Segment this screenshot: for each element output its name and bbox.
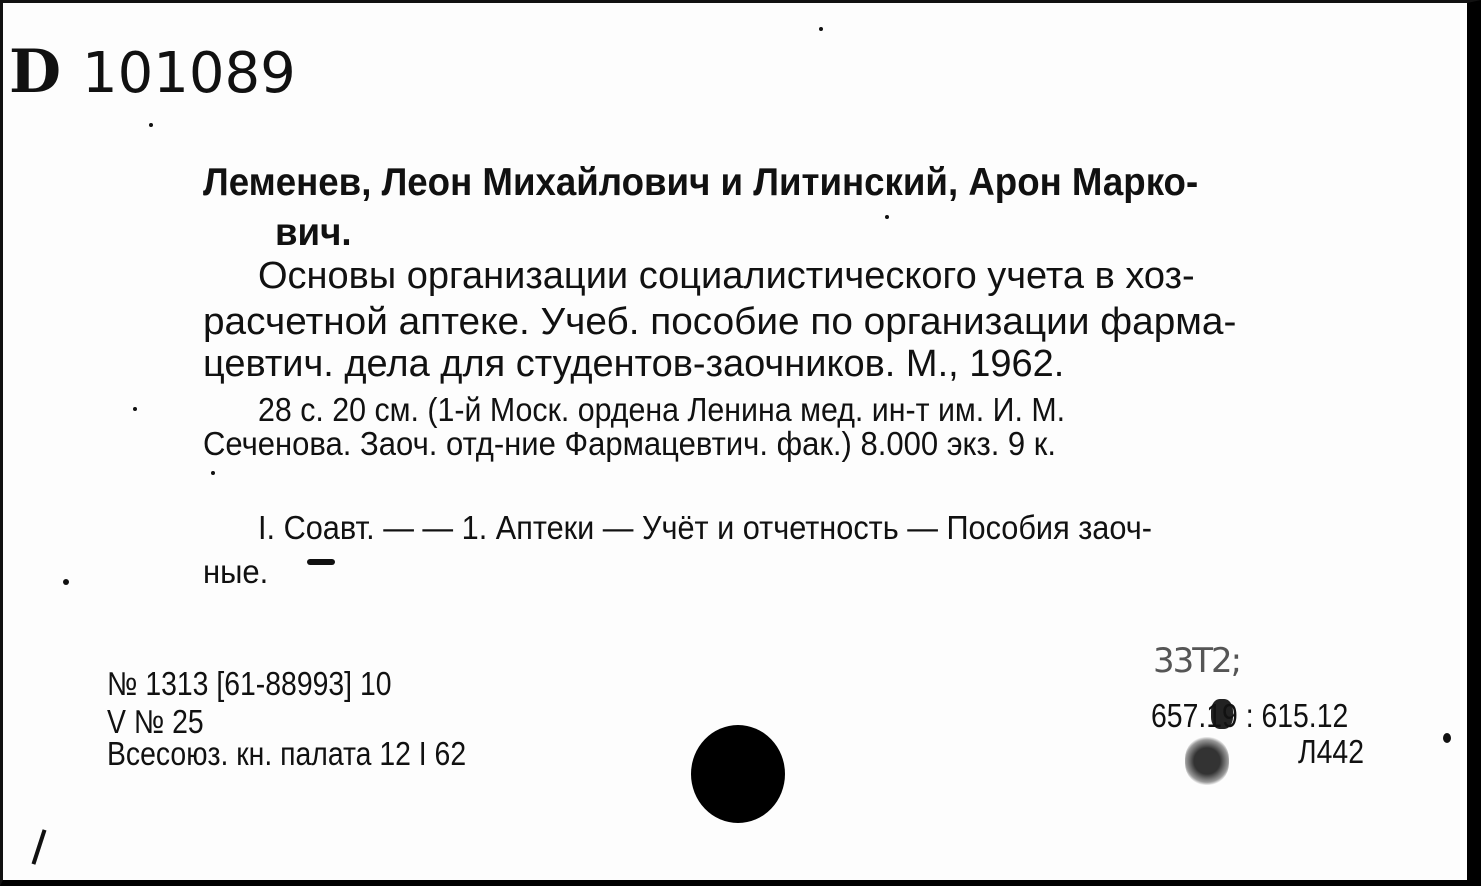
author-mark: Л442: [1298, 733, 1364, 770]
collation-line-1: 28 с. 20 см. (1-й Моск. ордена Ленина мед. ин-т им. И. М.: [258, 391, 1066, 428]
title-line-3: цевтич. дела для студентов-заочников. М., 1962.: [203, 343, 1065, 385]
punch-hole: [691, 725, 785, 823]
udc-code: 657.19 : 615.12: [1151, 697, 1349, 734]
speck: [819, 27, 823, 31]
pencil-slash-mark: [32, 829, 47, 864]
speck: [885, 215, 889, 219]
call-number: [9, 37, 296, 107]
collation-line-2: Сеченова. Заоч. отд-ние Фармацевтич. фак.) 8.000 экз. 9 к.: [203, 425, 1056, 462]
author-heading-line-1: Леменев, Леон Михайлович и Литинский, Арон Марко-: [203, 161, 1199, 204]
registry-volume: V № 25: [107, 703, 204, 740]
pencil-dash-mark: [307, 559, 335, 565]
speck: [211, 471, 215, 475]
title-line-2: расчетной аптеке. Учеб. пособие по организации фарма-: [203, 301, 1237, 343]
ink-stamp-blot: [1185, 737, 1229, 785]
registry-number: № 1313 [61-88993] 10: [107, 665, 392, 702]
speck: [63, 579, 69, 585]
speck: [1443, 733, 1451, 743]
registry-chamber: Всесоюз. кн. палата 12 I 62: [107, 735, 467, 772]
title-line-1: Основы организации социалистического учета в хоз-: [258, 255, 1195, 297]
author-heading-line-2: вич.: [275, 211, 352, 254]
tracing-line-2: ные.: [203, 553, 269, 590]
call-number-value: 101089: [82, 41, 296, 106]
speck: [149, 123, 153, 127]
handwritten-class-mark: 33Т2;: [1153, 641, 1241, 681]
tracing-line-1: I. Соавт. — — 1. Аптеки — Учёт и отчетность — Пособия заоч-: [258, 509, 1152, 546]
call-number-prefix: D: [9, 37, 63, 107]
speck: [133, 407, 137, 411]
